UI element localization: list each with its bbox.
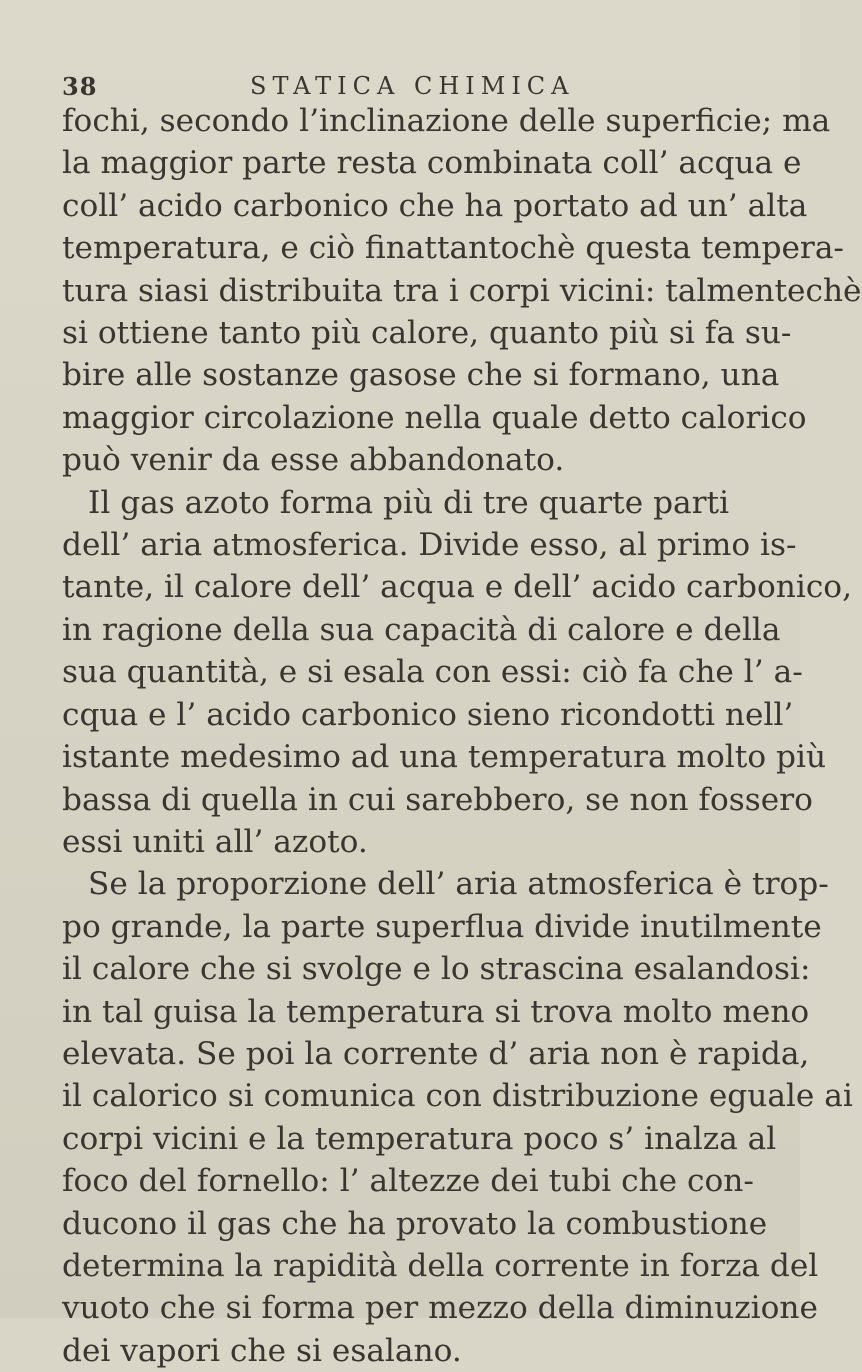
text-line: il calorico si comunica con distribuzione eguale ai [62,1078,853,1115]
text-line: sua quantità, e si esala con essi: ciò fa che l’ a- [62,654,803,691]
text-line: essi uniti all’ azoto. [62,823,368,860]
text-line: vuoto che si forma per mezzo della diminuzione [62,1290,818,1327]
text-line: elevata. Se poi la corrente d’ aria non è rapida, [62,1035,810,1072]
text-line: il calore che si svolge e lo strascina esalandosi: [62,951,811,988]
text-line: coll’ acido carbonico che ha portato ad un’ alta [62,187,808,224]
text-line: bassa di quella in cui sarebbero, se non fossero [62,781,813,818]
text-line: può venir da esse abbandonato. [62,442,565,479]
text-line: fochi, secondo l’inclinazione delle superficie; ma [62,103,831,139]
text-line: ducono il gas che ha provato la combustione [62,1205,768,1242]
paragraph-1 [62,100,862,482]
text-line: po grande, la parte superflua divide inutilmente [62,908,822,945]
text-line: corpi vicini e la temperatura poco s’ inalza al [62,1120,777,1157]
paragraph-3 [62,863,853,1372]
text-line: la maggior parte resta combinata coll’ acqua e [62,145,802,182]
text-line: maggior circolazione nella quale detto calorico [62,399,807,436]
text-line: temperatura, e ciò finattantochè questa tempera- [62,230,844,267]
text-line: tura siasi distribuita tra i corpi vicini: talmentechè [62,272,862,309]
paragraph-2 [62,482,852,864]
text-line: dei vapori che si esalano. [62,1332,462,1369]
text-line: si ottiene tanto più calore, quanto più si fa su- [62,315,792,352]
text-line: foco del fornello: l’ altezze dei tubi che con- [62,1163,754,1200]
text-line: cqua e l’ acido carbonico sieno ricondotti nell’ [62,696,794,733]
running-title: STATICA CHIMICA [250,72,575,100]
text-line: tante, il calore dell’ acqua e dell’ acido carbonico, [62,569,852,606]
text-line: in tal guisa la temperatura si trova molto meno [62,993,810,1030]
text-line: istante medesimo ad una temperatura molto più [62,739,827,776]
text-line: Il gas azoto forma più di tre quarte parti [88,484,730,521]
text-line: Se la proporzione dell’ aria atmosferica è trop- [88,866,829,903]
body-text [62,100,862,1372]
text-line: bire alle sostanze gasose che si formano, una [62,357,780,394]
page-number: 38 [62,72,98,101]
text-line: determina la rapidità della corrente in forza del [62,1247,819,1284]
text-line: dell’ aria atmosferica. Divide esso, al primo is- [62,527,797,564]
text-line: in ragione della sua capacità di calore e della [62,611,781,648]
